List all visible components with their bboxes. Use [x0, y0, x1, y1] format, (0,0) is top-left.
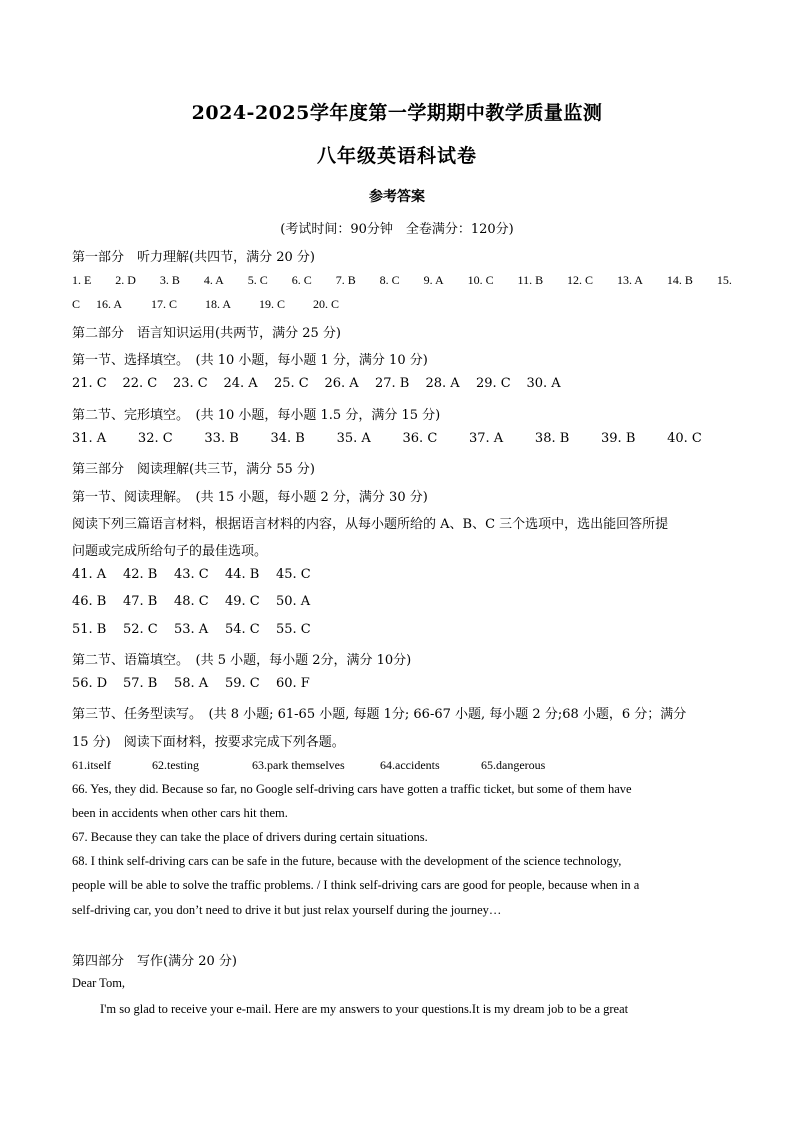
answer-item: 27. B: [375, 376, 410, 391]
answer-item: C: [72, 297, 81, 311]
answer-item: 41. A: [72, 567, 107, 582]
document-subtitle: 八年级英语科试卷: [316, 145, 477, 167]
answer-item: 5. C: [247, 273, 268, 287]
answer-item: 58. A: [174, 676, 209, 691]
answer-item: 51. B: [72, 622, 107, 637]
part3-section2-answers: [72, 676, 327, 691]
answer-item: 52. C: [123, 622, 158, 637]
answer-item: 17. C: [151, 297, 178, 311]
answer-item: 45. C: [276, 567, 311, 582]
answer-item: 34. B: [270, 431, 305, 446]
answer-item: 40. C: [667, 431, 702, 446]
part3-heading: 第三部分 阅读理解(共三节，满分 55 分): [72, 462, 315, 477]
part3-section2-heading: 第二节、语篇填空。 (共 5 小题，每小题 2分，满分 10分): [72, 653, 412, 668]
answer-item: 29. C: [476, 376, 511, 391]
answer-item: 21. C: [72, 376, 107, 391]
answer-item: 4. A: [203, 273, 224, 287]
answer-item: 39. B: [601, 431, 636, 446]
answer-item: 56. D: [72, 676, 108, 691]
answer-item: 57. B: [123, 676, 158, 691]
answer-item: 61.itself: [72, 758, 111, 772]
answer-item: 38. B: [534, 431, 570, 446]
part1-answers-line1: [72, 273, 732, 288]
answer-item: 54. C: [225, 622, 260, 637]
exam-info: (考试时间：90分钟 全卷满分：120分): [280, 222, 514, 237]
answer-item: 49. C: [225, 594, 260, 609]
answer-item: 37. A: [469, 431, 504, 446]
answer-item: 2. D: [115, 273, 136, 287]
answer-item: 16. A: [96, 297, 123, 311]
q68-line1: 68. I think self-driving cars can be safe in the future, because with the development of the science technology,: [72, 854, 622, 868]
answer-item: 53. A: [174, 622, 209, 637]
answer-item: 42. B: [123, 567, 158, 582]
part3-instruction-line2: 问题或完成所给句子的最佳选项。: [72, 544, 268, 559]
part3-instruction-line1: 阅读下列三篇语言材料，根据语言材料的内容，从每小题所给的 A、B、C 三个选项中，选出能回答所提: [72, 517, 669, 532]
answer-item: 62.testing: [152, 758, 199, 772]
q66-line2: been in accidents when other cars hit them.: [72, 806, 288, 820]
part4-heading: 第四部分 写作(满分 20 分): [72, 954, 237, 969]
answer-item: 55. C: [276, 622, 311, 637]
answer-item: 65.dangerous: [481, 758, 546, 772]
answer-item: 35. A: [336, 431, 371, 446]
task-answers: [72, 758, 571, 773]
answer-item: 23. C: [173, 376, 208, 391]
answer-item: 64.accidents: [380, 758, 440, 772]
answer-item: 25. C: [274, 376, 309, 391]
reading-answers-row3: [72, 622, 327, 637]
answer-item: 48. C: [174, 594, 209, 609]
q68-line3: self-driving car, you don’t need to drive it but just relax yourself during the journey…: [72, 903, 502, 917]
part2-section2-heading: 第二节、完形填空。 (共 10 小题，每小题 1.5 分，满分 15 分): [72, 408, 441, 423]
part3-section3-heading-line1: 第三节、任务型读写。 (共 8 小题; 61-65 小题, 每题 1分; 66-67 小题, 每小题 2 分;68 小题，6 分；满分: [72, 707, 687, 722]
answer-item: 12. C: [567, 273, 594, 287]
answer-item: 3. B: [159, 273, 180, 287]
part3-section3-heading-line2: 15 分) 阅读下面材料，按要求完成下列各题。: [72, 735, 345, 750]
part2-section2-answers: [72, 431, 702, 446]
answer-item: 30. A: [526, 376, 561, 391]
answer-item: 43. C: [174, 567, 209, 582]
answer-item: 7. B: [335, 273, 356, 287]
answer-item: 32. C: [137, 431, 173, 446]
answer-item: 6. C: [291, 273, 312, 287]
answer-item: 8. C: [379, 273, 400, 287]
part1-answers-line2: [72, 297, 363, 312]
reading-answers-row2: [72, 594, 327, 609]
part1-heading: 第一部分 听力理解(共四节，满分 20 分): [72, 250, 315, 265]
answer-item: 63.park themselves: [252, 758, 345, 772]
answer-item: 19. C: [259, 297, 286, 311]
answer-item: 1. E: [72, 273, 92, 287]
answer-item: 11. B: [517, 273, 544, 287]
answer-item: 20. C: [313, 297, 340, 311]
answer-item: 28. A: [425, 376, 460, 391]
part2-section1-answers: [72, 376, 577, 391]
answer-item: 44. B: [225, 567, 260, 582]
answer-item: 24. A: [223, 376, 258, 391]
answer-item: 26. A: [324, 376, 359, 391]
answer-item: 18. A: [205, 297, 232, 311]
letter-greeting: Dear Tom,: [72, 976, 126, 990]
answer-item: 60. F: [276, 676, 310, 691]
answer-item: 14. B: [666, 273, 693, 287]
answer-item: 22. C: [122, 376, 158, 391]
answer-item: 31. A: [72, 431, 107, 446]
answer-item: 47. B: [123, 594, 158, 609]
answer-item: 46. B: [72, 594, 107, 609]
q68-line2: people will be able to solve the traffic problems. / I think self-driving cars are good for people, because when in a: [72, 878, 640, 892]
part2-section1-heading: 第一节、选择填空。 (共 10 小题，每小题 1 分，满分 10 分): [72, 353, 428, 368]
part3-section1-heading: 第一节、阅读理解。 (共 15 小题，每小题 2 分，满分 30 分): [72, 490, 428, 505]
answer-item: 15.: [716, 273, 732, 287]
answer-item: 36. C: [402, 431, 438, 446]
answer-item: 33. B: [204, 431, 239, 446]
letter-body-line1: I'm so glad to receive your e-mail. Here are my answers to your questions.It is my dream job to be a great: [100, 1002, 629, 1016]
document-type: 参考答案: [369, 189, 425, 205]
document-title: 2024-2025学年度第一学期期中教学质量监测: [191, 102, 603, 124]
answer-item: 50. A: [276, 594, 311, 609]
answer-item: 9. A: [423, 273, 444, 287]
q66-line1: 66. Yes, they did. Because so far, no Google self-driving cars have gotten a traffic ticket, but some of them have: [72, 782, 632, 796]
answer-item: 59. C: [225, 676, 260, 691]
reading-answers-row1: [72, 567, 327, 582]
answer-item: 13. A: [616, 273, 643, 287]
answer-item: 10. C: [467, 273, 494, 287]
part2-heading: 第二部分 语言知识运用(共两节，满分 25 分): [72, 326, 341, 341]
q67-text: 67. Because they can take the place of drivers during certain situations.: [72, 830, 428, 844]
